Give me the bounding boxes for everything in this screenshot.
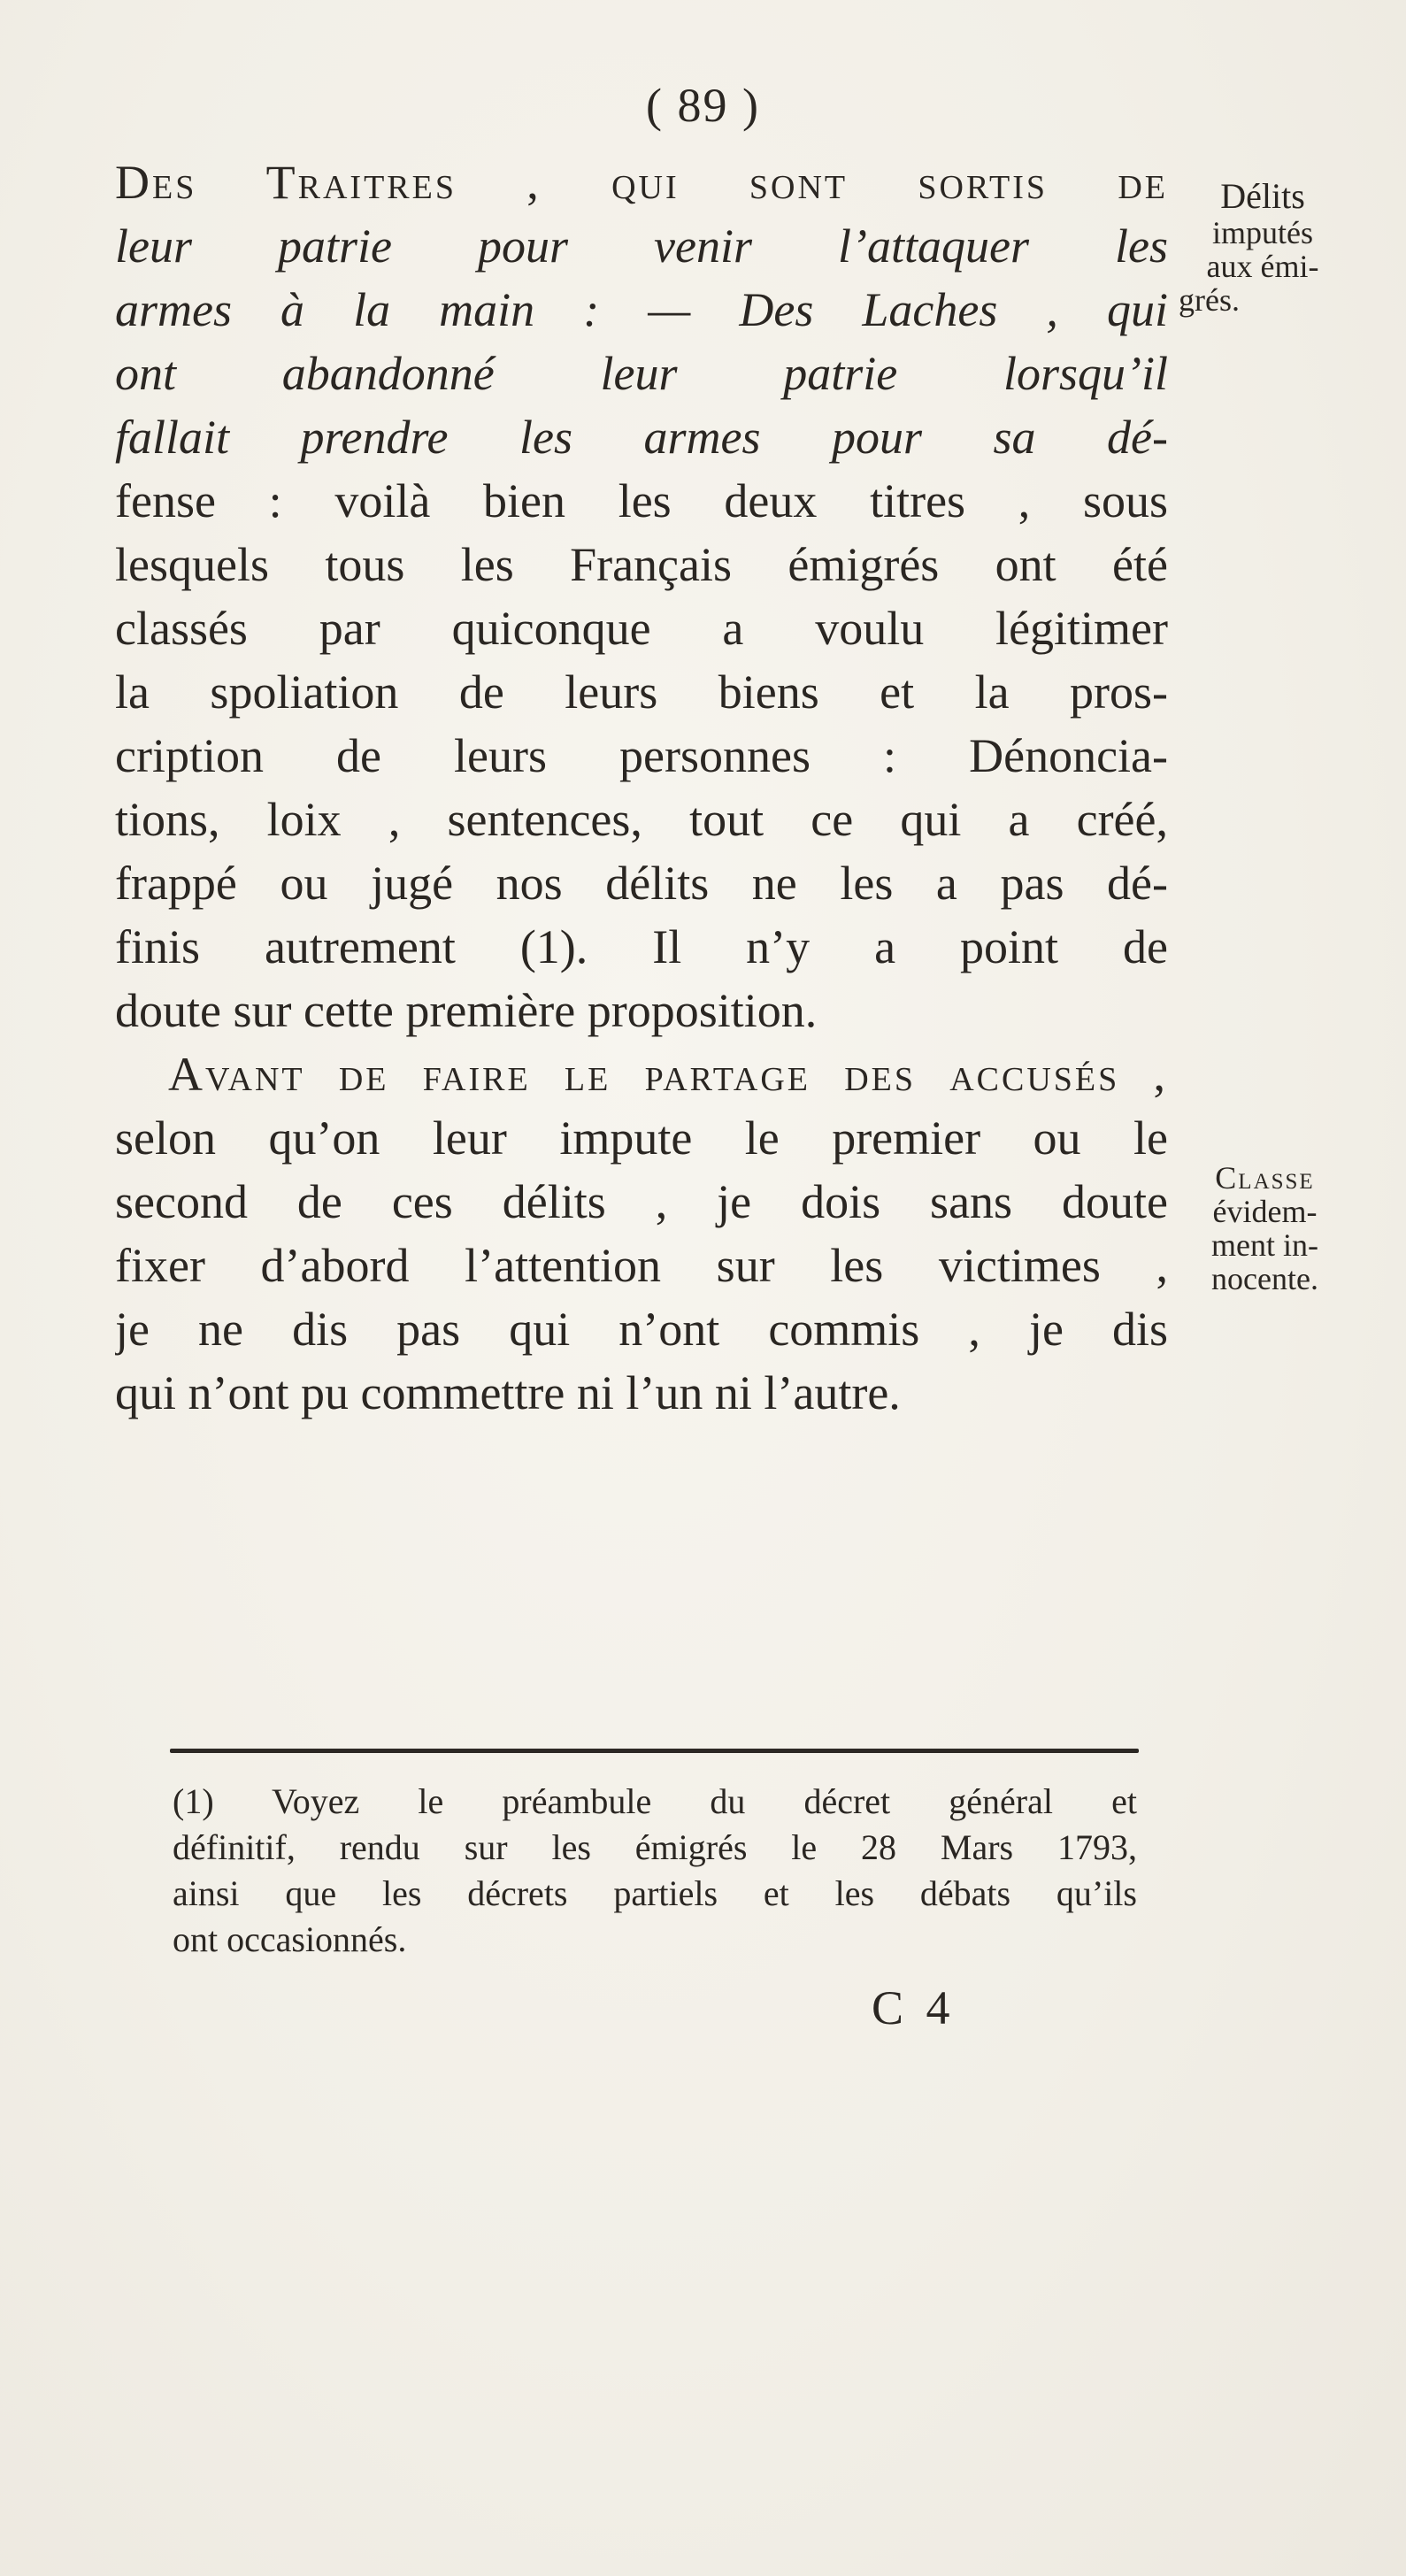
text-line-13: finis autrement (1). Il n’y a point de	[115, 920, 1168, 973]
footnote-line-3: ainsi que les décrets partiels et les débats qu’ils	[173, 1873, 1137, 1913]
margin-note-classe-line-4: nocente.	[1211, 1261, 1318, 1296]
text-line-4: ont abandonné leur patrie lorsqu’il	[115, 347, 1168, 400]
margin-note-delits	[1179, 177, 1347, 317]
margin-note-classe-line-1: Classe	[1215, 1160, 1315, 1196]
text-line-6: fense : voilà bien les deux titres , sous	[115, 474, 1168, 527]
text-line-17: second de ces délits , je dois sans doute	[115, 1175, 1168, 1228]
footnote-line-2: définitif, rendu sur les émigrés le 28 Mars 1793,	[173, 1827, 1137, 1867]
margin-note-delits-line-2: imputés	[1212, 215, 1313, 250]
footnote-divider	[170, 1749, 1139, 1753]
margin-note-delits-line-1: Délits	[1220, 176, 1305, 216]
text-line-15-content: Avant de faire le partage des accusés ,	[168, 1048, 1168, 1101]
text-line-11: tions, loix , sentences, tout ce qui a créé,	[115, 793, 1168, 846]
text-line-8: classés par quiconque a voulu légitimer	[115, 602, 1168, 655]
margin-note-classe	[1170, 1161, 1360, 1296]
text-line-9: la spoliation de leurs biens et la pros-	[115, 665, 1168, 719]
text-line-12: frappé ou jugé nos délits ne les a pas dé-	[115, 857, 1168, 910]
text-line-18: fixer d’abord l’attention sur les victimes ,	[115, 1239, 1168, 1292]
text-line-14: doute sur cette première proposition.	[115, 984, 818, 1037]
text-line-16: selon qu’on leur impute le premier ou le	[115, 1111, 1168, 1165]
text-line-15	[115, 1042, 1168, 1106]
footnote	[173, 1779, 1137, 1963]
text-line-3	[115, 278, 1168, 342]
margin-note-delits-line-4: grés.	[1179, 282, 1240, 318]
margin-note-delits-line-3: aux émi-	[1206, 249, 1319, 284]
text-line-2: leur patrie pour venir l’attaquer les	[115, 219, 1168, 273]
text-line-20: qui n’ont pu commettre ni l’un ni l’autre.	[115, 1366, 901, 1419]
main-text	[115, 150, 1168, 1425]
page-number: ( 89 )	[646, 79, 760, 132]
signature-mark: C 4	[872, 1981, 956, 2034]
footnote-line-1: (1) Voyez le préambule du décret général et	[173, 1781, 1137, 1821]
text-line-5: fallait prendre les armes pour sa dé-	[115, 411, 1168, 464]
footnote-line-4: ont occasionnés.	[173, 1919, 407, 1959]
text-line-3-content: armes à la main : — Des Laches , qui	[115, 283, 1168, 336]
text-line-1	[115, 150, 1168, 214]
text-line-7: lesquels tous les Français émigrés ont été	[115, 538, 1168, 591]
margin-note-classe-line-2: évidem-	[1212, 1194, 1318, 1229]
margin-note-classe-line-3: ment in-	[1211, 1227, 1318, 1263]
text-line-19: je ne dis pas qui n’ont commis , je dis	[115, 1303, 1168, 1356]
text-line-1-content: Des Traitres , qui sont sortis de	[115, 156, 1168, 209]
text-line-10: cription de leurs personnes : Dénoncia-	[115, 729, 1168, 782]
